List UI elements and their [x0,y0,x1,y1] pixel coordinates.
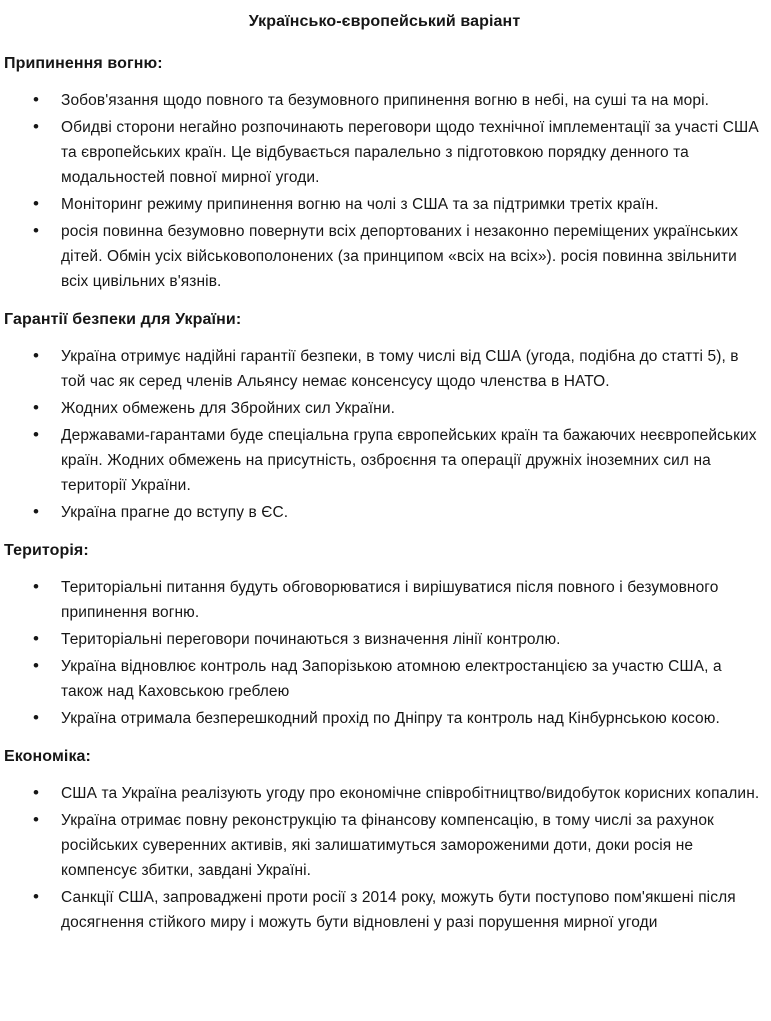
bullet-item [4,344,765,394]
bullet-text: Жодних обмежень для Збройних сил України. [61,400,395,417]
bullet-icon: • [33,194,40,213]
bullet-icon: • [33,117,40,136]
bullet-item [4,885,765,935]
bullet-icon: • [33,221,40,240]
bullet-icon: • [33,425,40,444]
bullet-text: Україна отримає повну реконструкцію та фінансову компенсацію, в тому числі за рахунок російських суверенних активів, які залишатимуться замороженими доти, доки росія не компенсує збитки, завдані Україні. [61,812,714,879]
bullet-text: Санкції США, запроваджені проти росії з 2014 року, можуть бути поступово пом'якшені після досягнення стійкого миру і можуть бути відновлені у разі порушення мирної угоди [61,889,736,931]
bullet-list [4,344,765,525]
bullet-text: Україна прагне до вступу в ЄС. [61,504,289,521]
document-title: Українсько-європейський варіант [248,13,521,30]
bullet-item [4,219,765,294]
section-heading: Припинення вогню: [4,55,163,72]
bullet-text: Україна отримала безперешкодний прохід по Дніпру та контроль над Кінбурнською косою. [61,710,720,727]
section-heading: Економіка: [4,748,91,765]
bullet-item [4,192,765,217]
bullet-text: Моніторинг режиму припинення вогню на чолі з США та за підтримки третіх країн. [61,196,659,213]
bullet-icon: • [33,346,40,365]
bullet-icon: • [33,629,40,648]
bullet-list [4,781,765,935]
bullet-icon: • [33,502,40,521]
bullet-icon: • [33,656,40,675]
bullet-icon: • [33,90,40,109]
bullet-item [4,575,765,625]
section-heading: Територія: [4,542,89,559]
document-sections [4,51,765,935]
bullet-list [4,575,765,731]
bullet-text: Україна отримує надійні гарантії безпеки, в тому числі від США (угода, подібна до статті 5), в той час як серед членів Альянсу немає консенсусу щодо членства в НАТО. [61,348,739,390]
bullet-icon: • [33,577,40,596]
bullet-item [4,115,765,190]
bullet-icon: • [33,810,40,829]
section-heading: Гарантії безпеки для України: [4,311,242,328]
bullet-icon: • [33,887,40,906]
bullet-text: Зобов'язання щодо повного та безумовного припинення вогню в небі, на суші та на морі. [61,92,710,109]
bullet-icon: • [33,708,40,727]
bullet-icon: • [33,398,40,417]
bullet-text: росія повинна безумовно повернути всіх депортованих і незаконно переміщених українських дітей. Обмін усіх військовополонених (за принципом «всіх на всіх»). росія повинна звільнити всіх цивільних в'язнів. [61,223,739,290]
bullet-text: Територіальні переговори починаються з визначення лінії контролю. [61,631,561,648]
bullet-text: США та Україна реалізують угоду про економічне співробітництво/видобуток корисних копалин. [61,785,760,802]
bullet-text: Державами-гарантами буде спеціальна група європейських країн та бажаючих неєвропейських країн. Жодних обмежень на присутність, озброєння та операції дружніх іноземних сил на території України. [61,427,757,494]
bullet-icon: • [33,783,40,802]
bullet-item [4,654,765,704]
bullet-item [4,781,765,806]
bullet-text: Україна відновлює контроль над Запорізькою атомною електростанцією за участю США, а також над Каховською греблею [61,658,722,700]
bullet-item [4,396,765,421]
bullet-item [4,88,765,113]
bullet-text: Територіальні питання будуть обговорюватися і вирішуватися після повного і безумовного припинення вогню. [61,579,719,621]
bullet-item [4,500,765,525]
bullet-text: Обидві сторони негайно розпочинають переговори щодо технічної імплементації за участі США та європейських країн. Це відбувається паралельно з підготовкою порядку денного та модальностей повної мирної угоди. [61,119,759,186]
bullet-item [4,423,765,498]
bullet-item [4,706,765,731]
bullet-item [4,808,765,883]
bullet-list [4,88,765,294]
bullet-item [4,627,765,652]
